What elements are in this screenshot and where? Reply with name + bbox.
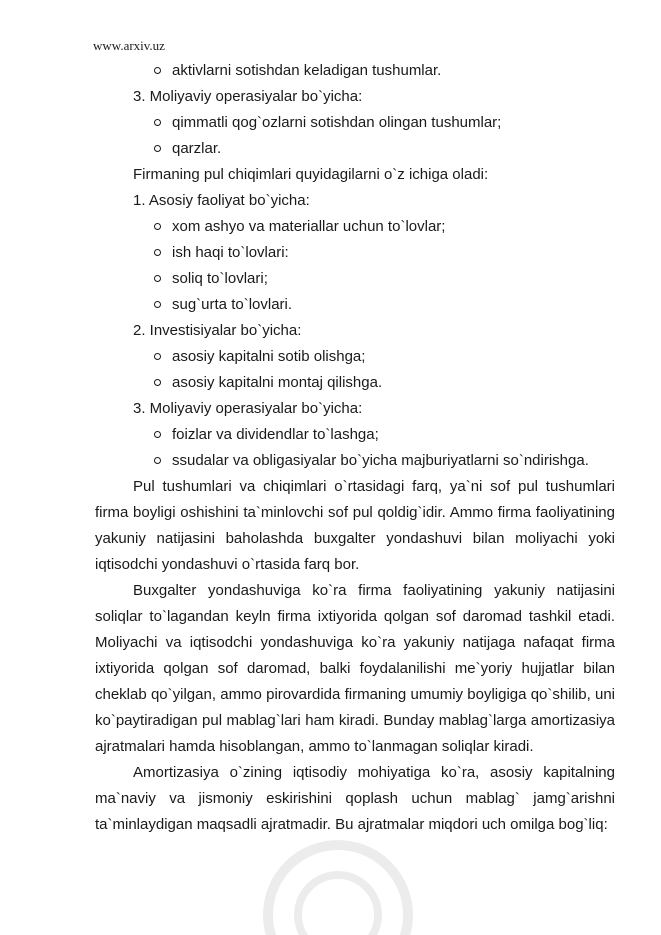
list-item-text: ish haqi to`lovlari: (172, 244, 289, 261)
list-item (95, 266, 615, 292)
section-heading: 3. Moliyaviy operasiyalar bo`yicha: (133, 400, 363, 417)
list-item (95, 448, 615, 474)
paragraph: Amortizasiya o`zining iqtisodiy mohiyatiga ko`ra, asosiy kapitalning ma`naviy va jismoniy eskirishini qoplash uchun mablag` jamg`arishni ta`minlaydigan maqsadli ajratmadir. Bu ajratmalar miqdori uch omilga bog`liq: (95, 764, 615, 833)
list-item (95, 214, 615, 240)
bullet-icon (154, 353, 161, 360)
bullet-icon (154, 249, 161, 256)
list-item (95, 136, 615, 162)
section-heading: Firmaning pul chiqimlari quyidagilarni o`z ichiga oladi: (133, 166, 489, 183)
list-item-text: qarzlar. (172, 140, 222, 157)
bullet-icon (154, 379, 161, 386)
list-item-text: soliq to`lovlari; (172, 270, 268, 287)
list-item-text: ssudalar va obligasiyalar bo`yicha majburiyatlarni so`ndirishga. (172, 452, 589, 469)
list-item-text: xom ashyo va materiallar uchun to`lovlar; (172, 218, 446, 235)
list-item-text: qimmatli qog`ozlarni sotishdan olingan tushumlar; (172, 114, 502, 131)
section-heading: 3. Moliyaviy operasiyalar bo`yicha: (133, 88, 363, 105)
list-item-text: aktivlarni sotishdan keladigan tushumlar. (172, 62, 442, 79)
bullet-icon (154, 223, 161, 230)
document-body (95, 58, 615, 838)
list-item-text: sug`urta to`lovlari. (172, 296, 293, 313)
list-item (95, 58, 615, 84)
paragraph: Pul tushumlari va chiqimlari o`rtasidagi farq, ya`ni sof pul tushumlari firma boyligi oshishini ta`minlovchi sof pul qoldig`idir. Ammo firma faoliyatining yakuniy natijasini baholashda buxgalter yondashuvi bilan moliyachi yoki iqtisodchi yondashuvi o`rtasida farq bor. (95, 478, 615, 573)
bullet-icon (154, 301, 161, 308)
bullet-icon (154, 275, 161, 282)
site-url[interactable]: www.arxiv.uz (93, 38, 165, 53)
bullet-icon (154, 67, 161, 74)
list-item (95, 370, 615, 396)
list-item-text: asosiy kapitalni montaj qilishga. (172, 374, 383, 391)
bullet-icon (154, 119, 161, 126)
section-heading: 1. Asosiy faoliyat bo`yicha: (133, 192, 310, 209)
bullet-icon (154, 457, 161, 464)
list-item-text: asosiy kapitalni sotib olishga; (172, 348, 366, 365)
section-heading: 2. Investisiyalar bo`yicha: (133, 322, 302, 339)
list-item (95, 292, 615, 318)
watermark-logo (258, 835, 418, 935)
bullet-icon (154, 145, 161, 152)
list-item (95, 422, 615, 448)
list-item (95, 110, 615, 136)
list-item (95, 240, 615, 266)
paragraph: Buxgalter yondashuviga ko`ra firma faoliyatining yakuniy natijasini soliqlar to`lagandan keyln firma ixtiyorida qolgan sof daromad tashkil etadi. Moliyachi va iqtisodchi yondashuviga ko`ra yakuniy natijaga nafaqat firma ixtiyorida qolgan sof daromad, balki foydalanilishi me`yoriy hujjatlar bilan cheklab qo`yilgan, ammo pirovardida firmaning umumiy boyligiga qo`shilib, uni ko`paytiradigan pul mablag`lari ham kiradi. Bunday mablag`larga amortizasiya ajratmalari hamda hisoblangan, ammo to`lanmagan soliqlar kiradi. (95, 582, 615, 755)
bullet-icon (154, 431, 161, 438)
list-item (95, 344, 615, 370)
list-item-text: foizlar va dividendlar to`lashga; (172, 426, 379, 443)
